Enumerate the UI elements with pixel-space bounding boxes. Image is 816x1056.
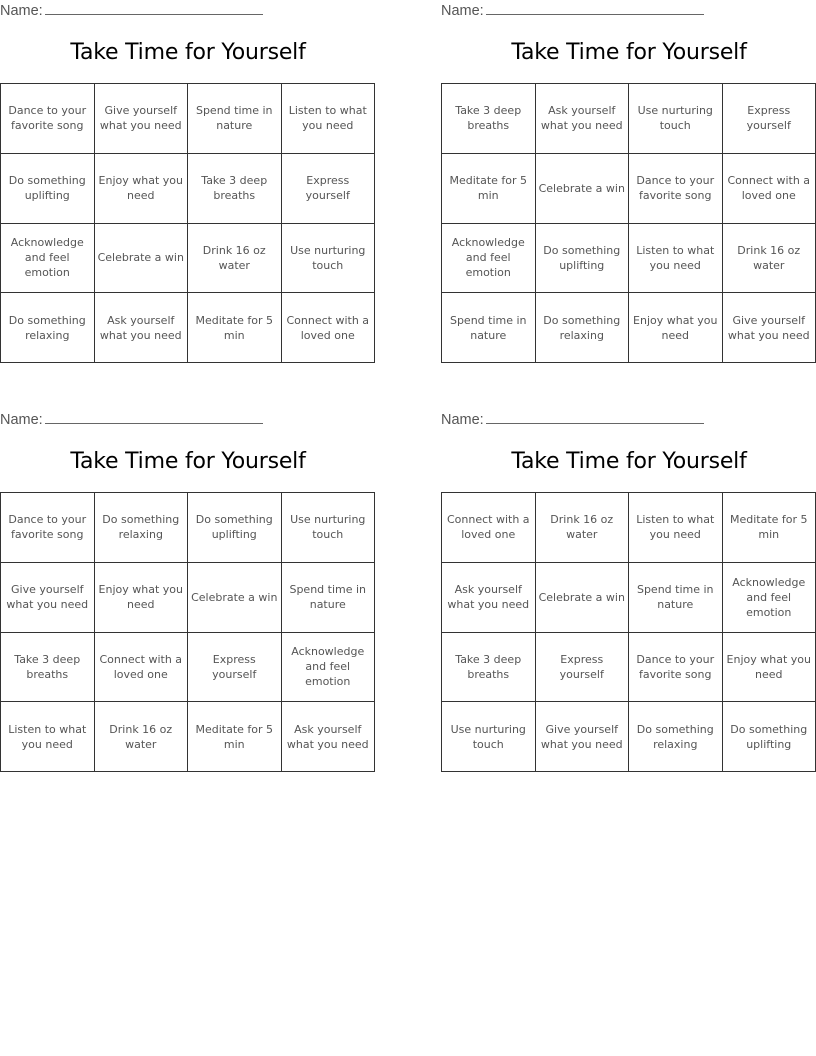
grid-row bbox=[1, 702, 375, 772]
grid-cell: Express yourself bbox=[722, 84, 816, 154]
grid-cell: Meditate for 5 min bbox=[442, 153, 536, 223]
bingo-grid bbox=[441, 83, 816, 363]
grid-cell: Ask yourself what you need bbox=[94, 293, 188, 363]
name-blank-line[interactable] bbox=[486, 411, 704, 424]
grid-row bbox=[1, 84, 375, 154]
grid-cell: Connect with a loved one bbox=[281, 293, 375, 363]
name-field bbox=[0, 2, 263, 19]
grid-cell: Meditate for 5 min bbox=[188, 702, 282, 772]
grid-cell: Express yourself bbox=[281, 153, 375, 223]
card-title: Take Time for Yourself bbox=[70, 40, 306, 65]
grid-row bbox=[442, 632, 816, 702]
grid-cell: Spend time in nature bbox=[188, 84, 282, 154]
grid-cell: Do something uplifting bbox=[188, 493, 282, 563]
grid-cell: Acknowledge and feel emotion bbox=[281, 632, 375, 702]
grid-cell: Do something uplifting bbox=[722, 702, 816, 772]
grid-cell: Spend time in nature bbox=[442, 293, 536, 363]
grid-cell: Enjoy what you need bbox=[94, 153, 188, 223]
grid-cell: Express yourself bbox=[188, 632, 282, 702]
grid-cell: Take 3 deep breaths bbox=[442, 84, 536, 154]
grid-row bbox=[442, 293, 816, 363]
grid-cell: Do something relaxing bbox=[535, 293, 629, 363]
grid-cell: Enjoy what you need bbox=[94, 562, 188, 632]
grid-cell: Enjoy what you need bbox=[629, 293, 723, 363]
grid-cell: Meditate for 5 min bbox=[188, 293, 282, 363]
grid-cell: Ask yourself what you need bbox=[535, 84, 629, 154]
card-title: Take Time for Yourself bbox=[70, 449, 306, 474]
grid-row bbox=[1, 632, 375, 702]
bingo-grid bbox=[0, 83, 375, 363]
grid-cell: Give yourself what you need bbox=[1, 562, 95, 632]
grid-row bbox=[1, 153, 375, 223]
grid-cell: Celebrate a win bbox=[535, 153, 629, 223]
name-field bbox=[441, 411, 704, 428]
grid-cell: Use nurturing touch bbox=[442, 702, 536, 772]
grid-cell: Connect with a loved one bbox=[722, 153, 816, 223]
grid-cell: Acknowledge and feel emotion bbox=[442, 223, 536, 293]
grid-row bbox=[442, 493, 816, 563]
grid-cell: Use nurturing touch bbox=[629, 84, 723, 154]
grid-row bbox=[1, 562, 375, 632]
grid-cell: Do something uplifting bbox=[1, 153, 95, 223]
name-label: Name: bbox=[441, 412, 484, 428]
grid-cell: Drink 16 oz water bbox=[722, 223, 816, 293]
grid-cell: Drink 16 oz water bbox=[535, 493, 629, 563]
bingo-grid bbox=[441, 492, 816, 772]
grid-cell: Dance to your favorite song bbox=[1, 84, 95, 154]
grid-row bbox=[1, 293, 375, 363]
grid-cell: Acknowledge and feel emotion bbox=[722, 562, 816, 632]
grid-row bbox=[1, 223, 375, 293]
name-blank-line[interactable] bbox=[45, 2, 263, 15]
grid-cell: Take 3 deep breaths bbox=[188, 153, 282, 223]
grid-cell: Listen to what you need bbox=[281, 84, 375, 154]
grid-cell: Meditate for 5 min bbox=[722, 493, 816, 563]
name-blank-line[interactable] bbox=[486, 2, 704, 15]
grid-row bbox=[442, 153, 816, 223]
grid-cell: Give yourself what you need bbox=[722, 293, 816, 363]
grid-cell: Spend time in nature bbox=[629, 562, 723, 632]
grid-cell: Dance to your favorite song bbox=[1, 493, 95, 563]
card-title: Take Time for Yourself bbox=[511, 40, 747, 65]
grid-cell: Take 3 deep breaths bbox=[1, 632, 95, 702]
grid-cell: Listen to what you need bbox=[629, 493, 723, 563]
grid-cell: Express yourself bbox=[535, 632, 629, 702]
grid-cell: Do something uplifting bbox=[535, 223, 629, 293]
grid-cell: Use nurturing touch bbox=[281, 223, 375, 293]
grid-cell: Spend time in nature bbox=[281, 562, 375, 632]
grid-cell: Take 3 deep breaths bbox=[442, 632, 536, 702]
grid-cell: Give yourself what you need bbox=[94, 84, 188, 154]
name-label: Name: bbox=[0, 3, 43, 19]
name-blank-line[interactable] bbox=[45, 411, 263, 424]
grid-cell: Do something relaxing bbox=[1, 293, 95, 363]
grid-cell: Use nurturing touch bbox=[281, 493, 375, 563]
name-label: Name: bbox=[441, 3, 484, 19]
grid-cell: Celebrate a win bbox=[94, 223, 188, 293]
grid-cell: Drink 16 oz water bbox=[94, 702, 188, 772]
bingo-grid bbox=[0, 492, 375, 772]
grid-cell: Connect with a loved one bbox=[442, 493, 536, 563]
grid-cell: Listen to what you need bbox=[629, 223, 723, 293]
name-field bbox=[441, 2, 704, 19]
card-title: Take Time for Yourself bbox=[511, 449, 747, 474]
grid-cell: Acknowledge and feel emotion bbox=[1, 223, 95, 293]
grid-cell: Enjoy what you need bbox=[722, 632, 816, 702]
grid-cell: Do something relaxing bbox=[94, 493, 188, 563]
name-field bbox=[0, 411, 263, 428]
name-label: Name: bbox=[0, 412, 43, 428]
grid-cell: Ask yourself what you need bbox=[442, 562, 536, 632]
grid-row bbox=[442, 702, 816, 772]
grid-row bbox=[1, 493, 375, 563]
grid-cell: Give yourself what you need bbox=[535, 702, 629, 772]
grid-cell: Celebrate a win bbox=[188, 562, 282, 632]
grid-row bbox=[442, 223, 816, 293]
grid-cell: Drink 16 oz water bbox=[188, 223, 282, 293]
grid-row bbox=[442, 84, 816, 154]
grid-row bbox=[442, 562, 816, 632]
grid-cell: Dance to your favorite song bbox=[629, 153, 723, 223]
grid-cell: Connect with a loved one bbox=[94, 632, 188, 702]
grid-cell: Ask yourself what you need bbox=[281, 702, 375, 772]
grid-cell: Celebrate a win bbox=[535, 562, 629, 632]
grid-cell: Dance to your favorite song bbox=[629, 632, 723, 702]
grid-cell: Listen to what you need bbox=[1, 702, 95, 772]
grid-cell: Do something relaxing bbox=[629, 702, 723, 772]
